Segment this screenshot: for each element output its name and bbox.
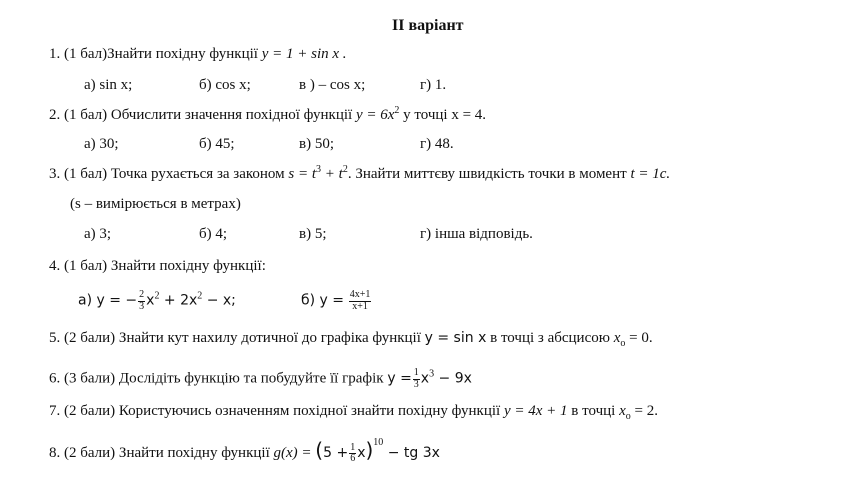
task-7-value: = 2. bbox=[630, 403, 658, 419]
page-title: ІІ варіант bbox=[392, 17, 464, 34]
task-5-line bbox=[49, 331, 653, 349]
task-3-option-c: в) 5; bbox=[299, 226, 327, 242]
task-7-line bbox=[49, 404, 658, 422]
task-6-line bbox=[49, 368, 472, 390]
task-3-option-d: г) інша відповідь. bbox=[420, 226, 533, 242]
task-3-option-b: б) 4; bbox=[199, 226, 228, 242]
task-3-tail: . Знайти миттєву швидкість точки в момент bbox=[347, 166, 627, 182]
task-3-law-mid: + t bbox=[321, 166, 343, 182]
task-3-exponent-1: 3 bbox=[316, 164, 322, 175]
task-4-b-denominator: x+1 bbox=[352, 300, 368, 312]
task-5-value: = 0. bbox=[625, 330, 653, 346]
task-2-number: 2. bbox=[49, 107, 61, 123]
task-4-option-a bbox=[78, 290, 236, 312]
task-2-exponent: 2 bbox=[394, 105, 400, 116]
task-5-tail: в точці з абсцисою bbox=[490, 330, 610, 346]
task-1-number: 1. bbox=[49, 46, 61, 62]
task-4-number: 4. bbox=[49, 258, 61, 274]
task-8-close-paren: ) bbox=[365, 438, 374, 462]
task-4-b-prefix: б) y = bbox=[301, 292, 345, 309]
task-6-prefix: y = bbox=[387, 370, 412, 387]
task-8-denominator: 6 bbox=[350, 453, 356, 465]
task-8-tail: − tg 3x bbox=[383, 445, 440, 461]
task-4-a-term3: − x; bbox=[202, 292, 236, 309]
task-7-function: y = 4x + 1 bbox=[503, 403, 568, 419]
task-2-option-c: в) 50; bbox=[299, 136, 334, 152]
task-3-moment: t = 1с. bbox=[630, 166, 671, 182]
task-1-option-d: г) 1. bbox=[420, 77, 447, 93]
task-2-text: (1 бал) Обчислити значення похідної функції bbox=[64, 107, 353, 123]
task-5-number: 5. bbox=[49, 330, 61, 346]
task-5-subscript: o bbox=[620, 338, 626, 349]
task-3-text: (1 бал) Точка рухається за законом bbox=[64, 166, 285, 182]
task-4-a-fraction bbox=[138, 290, 145, 312]
task-6-denominator: 3 bbox=[413, 378, 419, 390]
task-2-function: y = 6x bbox=[355, 107, 395, 123]
task-6-exponent: 3 bbox=[429, 368, 435, 380]
task-4-line bbox=[49, 259, 266, 274]
task-6-x: x bbox=[420, 370, 430, 387]
task-8-number: 8. bbox=[49, 445, 61, 461]
task-3-number: 3. bbox=[49, 166, 61, 182]
task-8-numerator: 1 bbox=[350, 441, 356, 453]
task-4-a-prefix: а) y = − bbox=[78, 292, 138, 309]
task-8-fraction bbox=[349, 443, 356, 465]
task-1-line bbox=[49, 47, 347, 62]
task-6-tail: − 9x bbox=[434, 370, 472, 387]
task-1-function: y = 1 + sin x . bbox=[261, 46, 347, 62]
task-1-text: (1 бал)Знайти похідну функції bbox=[64, 46, 258, 62]
task-6-numerator: 1 bbox=[413, 367, 419, 378]
task-2-option-d: г) 48. bbox=[420, 136, 454, 152]
task-4-text: (1 бал) Знайти похідну функції: bbox=[64, 258, 266, 274]
task-4-a-denominator: 3 bbox=[139, 300, 145, 312]
task-4-a-term1: x bbox=[146, 292, 155, 309]
task-6-number: 6. bbox=[49, 370, 61, 387]
task-7-tail: в точці bbox=[571, 403, 616, 419]
task-8-five: 5 + bbox=[323, 445, 349, 461]
task-2-option-a: а) 30; bbox=[84, 136, 119, 152]
task-1-option-a: а) sin x; bbox=[84, 77, 133, 93]
task-7-number: 7. bbox=[49, 403, 61, 419]
task-8-g: g(x) = bbox=[273, 445, 312, 461]
task-5-text: (2 бали) Знайти кут нахилу дотичної до графіка функції bbox=[64, 330, 421, 346]
task-4-option-b bbox=[301, 290, 372, 312]
task-8-exponent: 10 bbox=[373, 437, 384, 448]
task-8-text: (2 бали) Знайти похідну функції bbox=[64, 445, 270, 461]
task-5-point: x bbox=[613, 330, 621, 346]
task-1-option-b: б) cos x; bbox=[199, 77, 251, 93]
task-2-point: у точці x = 4. bbox=[403, 107, 487, 123]
task-3-line bbox=[49, 164, 671, 182]
task-7-point: x bbox=[619, 403, 626, 419]
task-5-function: y = sin x bbox=[424, 330, 487, 346]
task-4-b-fraction bbox=[349, 290, 372, 312]
task-2-option-b: б) 45; bbox=[199, 136, 235, 152]
task-3-law-start: s = t bbox=[288, 166, 317, 182]
task-7-text: (2 бали) Користуючись означенням похідної знайти похідну функції bbox=[64, 403, 501, 419]
task-1-option-c: в ) – cos x; bbox=[299, 77, 366, 93]
task-6-text: (3 бали) Дослідіть функцію та побудуйте її графік bbox=[64, 370, 384, 387]
task-8-open-paren: ( bbox=[315, 438, 324, 462]
task-3-exponent-2: 2 bbox=[342, 164, 348, 175]
task-2-line bbox=[49, 105, 487, 123]
task-4-a-exp2: 2 bbox=[197, 290, 203, 302]
task-4-a-term2: + 2x bbox=[159, 292, 198, 309]
task-4-a-exp1: 2 bbox=[154, 290, 160, 302]
task-6-fraction bbox=[413, 368, 420, 390]
task-3-note: (s – вимірюється в метрах) bbox=[70, 196, 241, 212]
task-4-a-numerator: 2 bbox=[139, 289, 145, 300]
task-8-x: x bbox=[357, 445, 366, 461]
task-8-line bbox=[49, 437, 440, 465]
task-4-b-numerator: 4x+1 bbox=[349, 289, 371, 300]
task-3-option-a: а) 3; bbox=[84, 226, 112, 242]
task-7-subscript: o bbox=[625, 411, 631, 422]
